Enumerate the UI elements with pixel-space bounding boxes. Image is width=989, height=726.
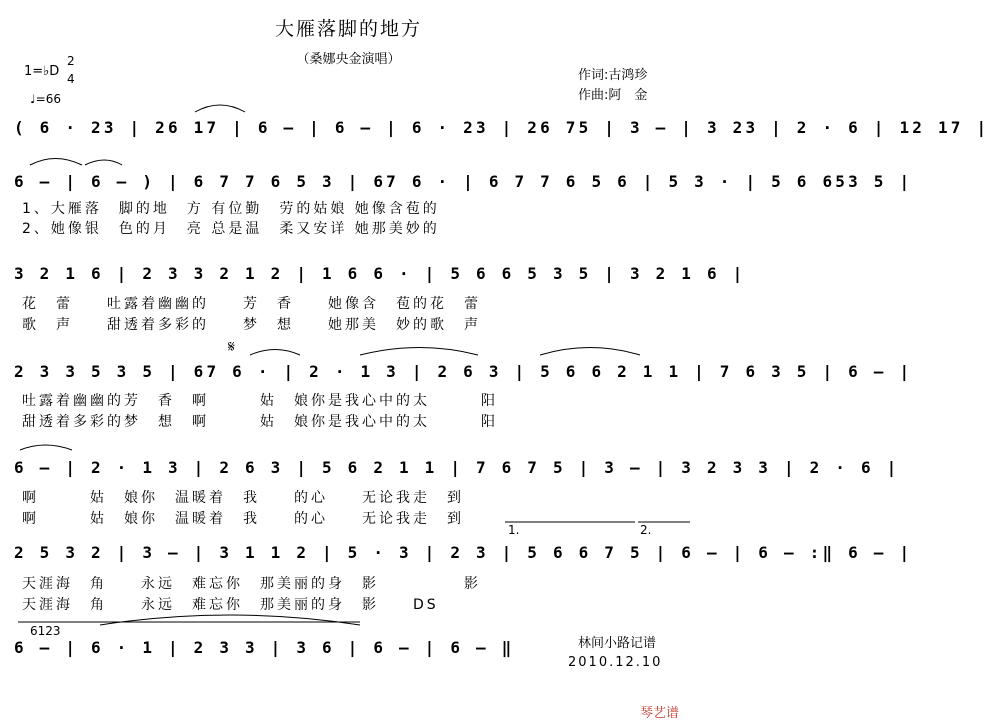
score-line-4-lyrics-verse-1: 吐露着幽幽的芳 香 啊 姑 娘你是我心中的太 阳 [22,393,498,409]
time-signature-top: 2 [67,54,75,68]
lyricist: 作词:古鸿珍 [578,68,648,83]
score-line-6-lyrics-verse-2: 天涯海 角 永远 难忘你 那美丽的身 影 DS [22,597,439,613]
song-title: 大雁落脚的地方 [274,18,422,40]
score-line-3-lyrics-verse-1: 花 蕾 吐露着幽幽的 芳 香 她像含 苞的花 蕾 [22,296,481,312]
grace-notes: 6123 [30,624,61,638]
key-signature: 1=♭D [24,64,60,79]
score-line-6-lyrics-verse-1: 天涯海 角 永远 难忘你 那美丽的身 影 影 [22,576,481,592]
slur [540,348,640,356]
slur [195,105,245,112]
slur [30,159,82,166]
transcription-date: 2010.12.10 [568,655,663,670]
score-line-5-lyrics-verse-2: 啊 姑 娘你 温暖着 我 的心 无论我走 到 [22,511,464,527]
second-ending-label: 2. [640,523,652,537]
slur [100,615,360,625]
score-line-5-notes: 6 – | 2 · 1 3 | 2 6 3 | 5 6 2 1 1 | 7 6 7 5 | 3 – | 3 2 3 3 | 2 · 6 | [14,458,900,477]
time-signature-bottom: 4 [67,72,75,86]
score-line-2-lyrics-verse-2: 2、她像银 色的月 亮 总是温 柔又安详 她那美妙的 [22,221,440,237]
score-line-5-lyrics-verse-1: 啊 姑 娘你 温暖着 我 的心 无论我走 到 [22,490,464,506]
transcriber-credit: 林间小路记谱 [578,636,657,651]
slur [20,445,72,450]
score-line-7-notes: 6 – | 6 · 1 | 2 3 3 | 3 6 | 6 – | 6 – ‖ [14,638,515,657]
segno-icon: 𝄋 [228,337,235,356]
score-line-2-notes: 6 – | 6 – ) | 6 7 7 6 5 3 | 67 6 · | 6 7 7 6 5 6 | 5 3 · | 5 6 653 5 | [14,172,913,191]
score-line-4-notes: 2 3 3 5 3 5 | 67 6 · | 2 · 1 3 | 2 6 3 | 5 6 6 2 1 1 | 7 6 3 5 | 6 – | [14,362,913,381]
composer: 作曲:阿 金 [578,88,648,103]
score-line-1-notes: ( 6 · 23 | 26 17 | 6 – | 6 – | 6 · 23 | 26 75 | 3 – | 3 23 | 2 · 6 | 12 17 | [14,118,989,137]
score-line-2-lyrics-verse-1: 1、大雁落 脚的地 方 有位勤 劳的姑娘 她像含苞的 [22,201,440,217]
slur [250,350,300,356]
watermark-logo: 琴艺谱 [640,706,680,721]
slur [360,348,478,356]
score-line-3-lyrics-verse-2: 歌 声 甜透着多彩的 梦 想 她那美 妙的歌 声 [22,317,481,333]
first-ending-label: 1. [508,523,520,537]
score-line-3-notes: 3 2 1 6 | 2 3 3 2 1 2 | 1 6 6 · | 5 6 6 5 3 5 | 3 2 1 6 | [14,264,746,283]
score-line-6-notes: 2 5 3 2 | 3 – | 3 1 1 2 | 5 · 3 | 2 3 | 5 6 6 7 5 | 6 – | 6 – :‖ 6 – | [14,543,913,562]
score-line-4-lyrics-verse-2: 甜透着多彩的梦 想 啊 姑 娘你是我心中的太 阳 [22,414,498,430]
song-subtitle: （桑娜央金演唱） [296,52,401,67]
slur [85,160,122,165]
tempo-marking: ♩=66 [30,92,61,106]
